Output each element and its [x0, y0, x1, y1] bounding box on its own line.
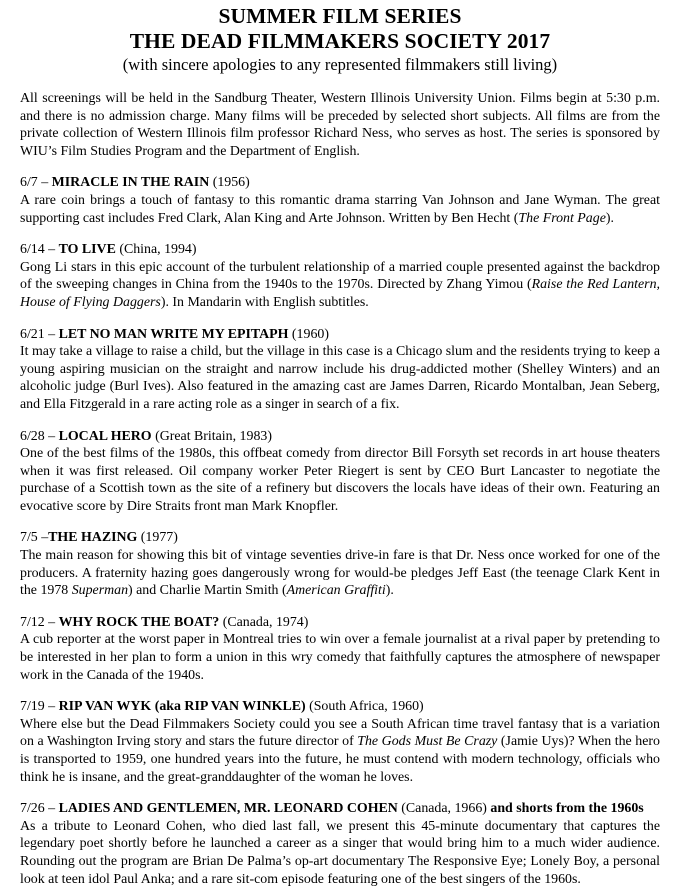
film-description-text: A rare coin brings a touch of fantasy to this romantic drama starring Van Johnson and Jane Wyman. The great supporting cast includes Fred Clark, Alan King and Arte Johnson. Written by Ben Hecht (: [20, 192, 660, 226]
film-heading: [20, 241, 660, 259]
film-description: [20, 716, 660, 786]
film-entry: [20, 698, 660, 786]
film-title: RIP VAN WYK (aka RIP VAN WINKLE): [58, 699, 306, 715]
intro-paragraph: All screenings will be held in the Sandburg Theater, Western Illinois University Union. Films begin at 5:30 p.m. and there is no admission charge. Many films will be preceded by selected short subjects. All films are from the private collection of Western Illinois film professor Richard Ness, who serves as host. The series is sponsored by WIU’s Film Studies Program and the Department of English.: [20, 91, 660, 159]
film-details: (China, 1994): [115, 242, 197, 258]
film-description: [20, 818, 660, 888]
film-heading: [20, 614, 660, 632]
series-title: SUMMER FILM SERIES: [218, 4, 462, 28]
film-details: (Great Britain, 1983): [151, 428, 272, 444]
film-description-text: It may take a village to raise a child, but the village in this case is a Chicago slum and the residents trying to keep a young aspiring musician on the straight and narrow include his drug-addicted mother (Shelley Winters) and an alcoholic judge (Burl Ives). Also featured in the amazing cast are James Darren, Ricardo Montalban, Jean Seberg, and Ella Fitzgerald in a rare acting role as a singer in search of a fix.: [20, 344, 660, 412]
film-entry: [20, 174, 660, 227]
film-work-title: The Front Page: [518, 210, 606, 226]
film-extra: and shorts from the 1960s: [490, 801, 644, 817]
film-date: 7/19 –: [20, 699, 59, 715]
film-title: WHY ROCK THE BOAT?: [58, 614, 220, 630]
film-date: 6/21 –: [20, 326, 59, 342]
film-title: MIRACLE IN THE RAIN: [51, 175, 210, 191]
film-work-title: Raise the Red Lantern, House of Flying Daggers: [20, 277, 660, 310]
film-description: [20, 631, 660, 684]
film-title: THE HAZING: [48, 530, 138, 546]
film-entry: [20, 614, 660, 684]
film-list: [20, 174, 660, 888]
film-date: 6/7 –: [20, 175, 52, 191]
film-heading: [20, 698, 660, 716]
film-date: 6/28 –: [20, 428, 59, 444]
film-description: [20, 192, 660, 227]
film-title: TO LIVE: [58, 242, 116, 258]
film-title: LET NO MAN WRITE MY EPITAPH: [58, 326, 289, 342]
film-heading: [20, 800, 660, 818]
film-description-text: ).: [605, 210, 614, 226]
film-date: 6/14 –: [20, 242, 59, 258]
film-work-title: American Graffiti: [286, 583, 386, 599]
film-description: [20, 259, 660, 312]
film-heading: [20, 174, 660, 192]
film-description: [20, 445, 660, 515]
film-description-text: One of the best films of the 1980s, this offbeat comedy from director Bill Forsyth set records in art house theaters when it was first released. Oil company worker Peter Riegert is sent by CEO Burt Lancaster to negotiate the purchase of a Scottish town as the site of a refinery but discovers the locals have ideas of their own. Featuring an evocative score by Dire Straits front man Mark Knopfler.: [20, 446, 660, 514]
film-details: (Canada, 1966): [397, 801, 491, 817]
film-description-text: A cub reporter at the worst paper in Montreal tries to win over a female journalist at a rival paper by pretending to be interested in her plan to form a union in this wry comedy that faithfully captures the atmosphere of newspaper work in the Canada of the 1940s.: [20, 632, 660, 683]
film-entry: [20, 800, 660, 888]
film-date: 7/12 –: [20, 614, 59, 630]
film-heading: [20, 326, 660, 344]
film-description-text: ) and Charlie Martin Smith (: [128, 583, 287, 599]
film-description-text: Where else but the Dead Filmmakers Society could you see a South African time travel fantasy that is a variation on a Washington Irving story and stars the future director of: [20, 716, 660, 750]
film-date: 7/5 –: [20, 530, 49, 546]
film-details: (1977): [137, 530, 178, 546]
film-entry: [20, 326, 660, 414]
film-description-text: ). In Mandarin with English subtitles.: [160, 294, 369, 310]
film-date: 7/26 –: [20, 801, 59, 817]
film-work-title: Superman: [71, 583, 129, 599]
film-heading: [20, 529, 660, 547]
film-title: LADIES AND GENTLEMEN, MR. LEONARD COHEN: [58, 801, 398, 817]
film-details: (1956): [209, 175, 250, 191]
film-title: LOCAL HERO: [58, 428, 152, 444]
film-description-text: The main reason for showing this bit of vintage seventies drive-in fare is that Dr. Ness once worked for one of the producers. A fraternity hazing goes dangerously wrong for would-be pledges Jeff East (the teenage Clark Kent in the 1978: [20, 548, 660, 599]
film-entry: [20, 529, 660, 599]
film-details: (1960): [288, 326, 329, 342]
film-heading: [20, 428, 660, 446]
subtitle: (with sincere apologies to any represented filmmakers still living): [122, 55, 558, 74]
society-title: THE DEAD FILMMAKERS SOCIETY 2017: [129, 29, 551, 53]
film-description-text: As a tribute to Leonard Cohen, who died last fall, we present this 45-minute documentary that captures the legendary poet shortly before he launched a career as a singer that would bring him to a much wider audience. Rounding out the program are Brian De Palma’s op-art documentary The Responsive Eye; Lonely Boy, a personal look at teen idol Paul Anka; and a rare sit-com episode featuring one of the best singers of the 1960s.: [20, 818, 660, 887]
film-description: [20, 547, 660, 600]
film-description-text: Gong Li stars in this epic account of the turbulent relationship of a married couple presented against the backdrop of the sweeping changes in China from the 1940s to the 1970s. Directed by Zhang Yimou (: [20, 259, 660, 293]
film-work-title: The Gods Must Be Crazy: [357, 734, 498, 750]
film-entry: [20, 428, 660, 516]
film-description-text: (Jamie Uys)? When the hero is transported to 1959, one hundred years into the future, he must contend with modern technology, officials who think he is insane, and the great-granddaughter of the woman he loves.: [20, 734, 660, 785]
film-description: [20, 343, 660, 413]
film-entry: [20, 241, 660, 311]
film-details: (Canada, 1974): [219, 614, 309, 630]
film-description-text: ).: [385, 583, 394, 599]
film-details: (South Africa, 1960): [305, 699, 424, 715]
